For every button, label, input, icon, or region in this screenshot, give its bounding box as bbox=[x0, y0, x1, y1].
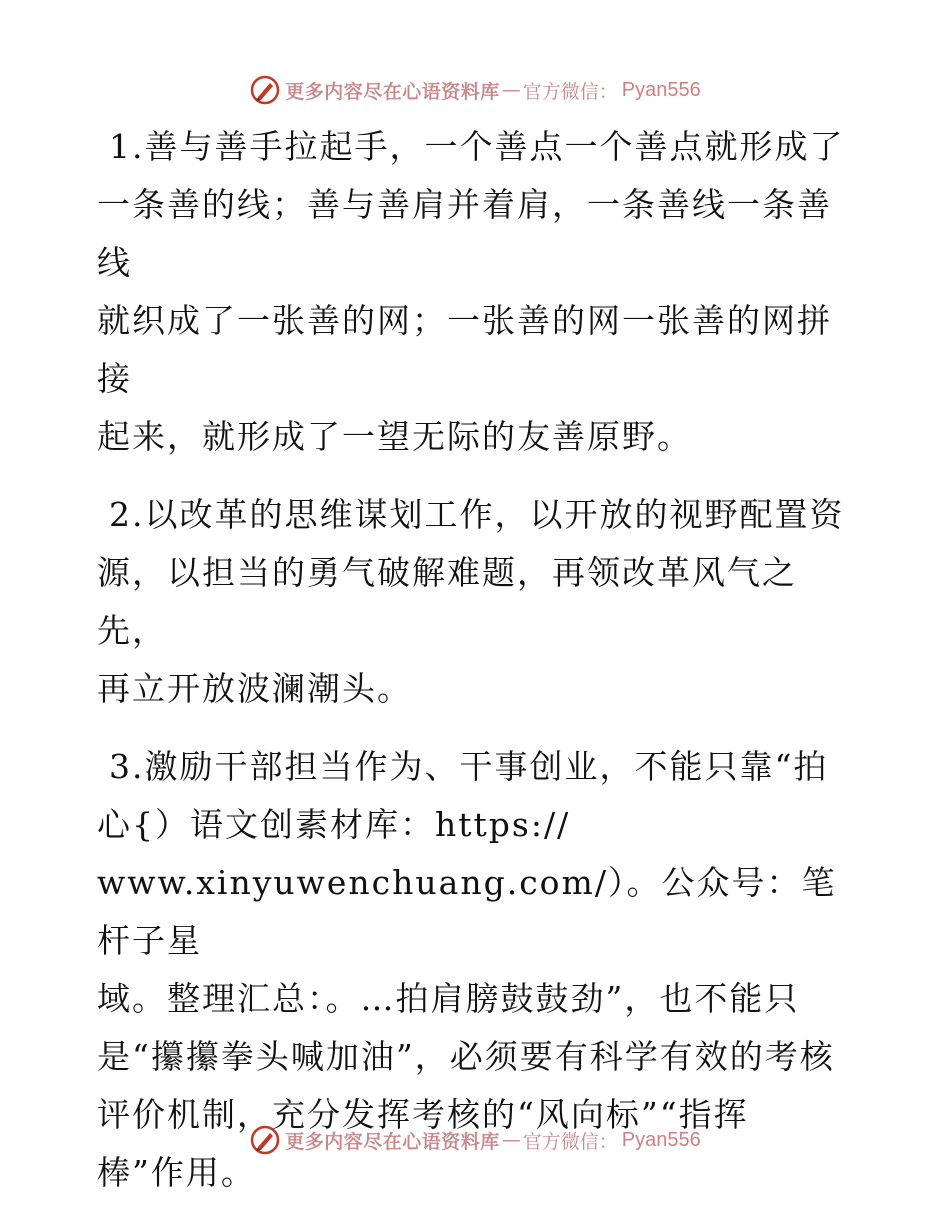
paragraph-line: 是“攥攥拳头喊加油”，必须要有科学有效的考核 bbox=[97, 1037, 835, 1076]
footer-banner-main-text: 更多内容尽在心语资料库 bbox=[285, 1130, 500, 1153]
paragraph-line: 源，以担当的勇气破解难题，再领改革风气之先， bbox=[97, 553, 797, 650]
paragraph-line: 再立开放波澜潮头。 bbox=[97, 669, 412, 708]
paragraph-line: www.xinyuwenchuang.com/）。公众号：笔杆子星 bbox=[97, 863, 837, 960]
paragraph-line: 域。整理汇总：。…拍肩膀鼓鼓劲”，也不能只 bbox=[97, 979, 800, 1018]
pen-logo-icon bbox=[249, 74, 281, 106]
paragraph-line: 1.善与善手拉起手，一个善点一个善点就形成了 bbox=[109, 127, 845, 166]
pen-logo-icon bbox=[249, 1124, 281, 1156]
paragraph-line: 3.激励干部担当作为、干事创业，不能只靠“拍 bbox=[109, 747, 829, 786]
footer-banner bbox=[0, 1120, 950, 1160]
paragraph-line: 就织成了一张善的网；一张善的网一张善的网拼接 bbox=[97, 301, 832, 398]
paragraph-line: 评价机制，充分发挥考核的“风向标”“指挥 bbox=[97, 1095, 749, 1134]
paragraph-1 bbox=[97, 118, 857, 466]
footer-banner-sub-text: 官方微信： bbox=[522, 1130, 618, 1153]
paragraph-line: 一条善的线；善与善肩并着肩，一条善线一条善线 bbox=[97, 185, 832, 282]
header-banner-sub-text: 官方微信： bbox=[522, 80, 618, 103]
paragraph-2 bbox=[97, 486, 857, 718]
header-banner-main-text: 更多内容尽在心语资料库 bbox=[285, 80, 500, 103]
paragraph-line: 2.以改革的思维谋划工作，以开放的视野配置资 bbox=[109, 495, 845, 534]
paragraph-line: 心{）语文创素材库：https:// bbox=[97, 805, 571, 844]
document-body bbox=[97, 118, 857, 1222]
paragraph-line: 棒”作用。 bbox=[97, 1153, 256, 1192]
footer-banner-separator: — bbox=[501, 1129, 521, 1151]
header-banner bbox=[0, 70, 950, 110]
header-banner-separator: — bbox=[501, 79, 521, 101]
paragraph-line: 起来，就形成了一望无际的友善原野。 bbox=[97, 417, 692, 456]
header-banner-wechat-id: Pyan556 bbox=[621, 78, 701, 101]
footer-banner-wechat-id: Pyan556 bbox=[621, 1128, 701, 1151]
